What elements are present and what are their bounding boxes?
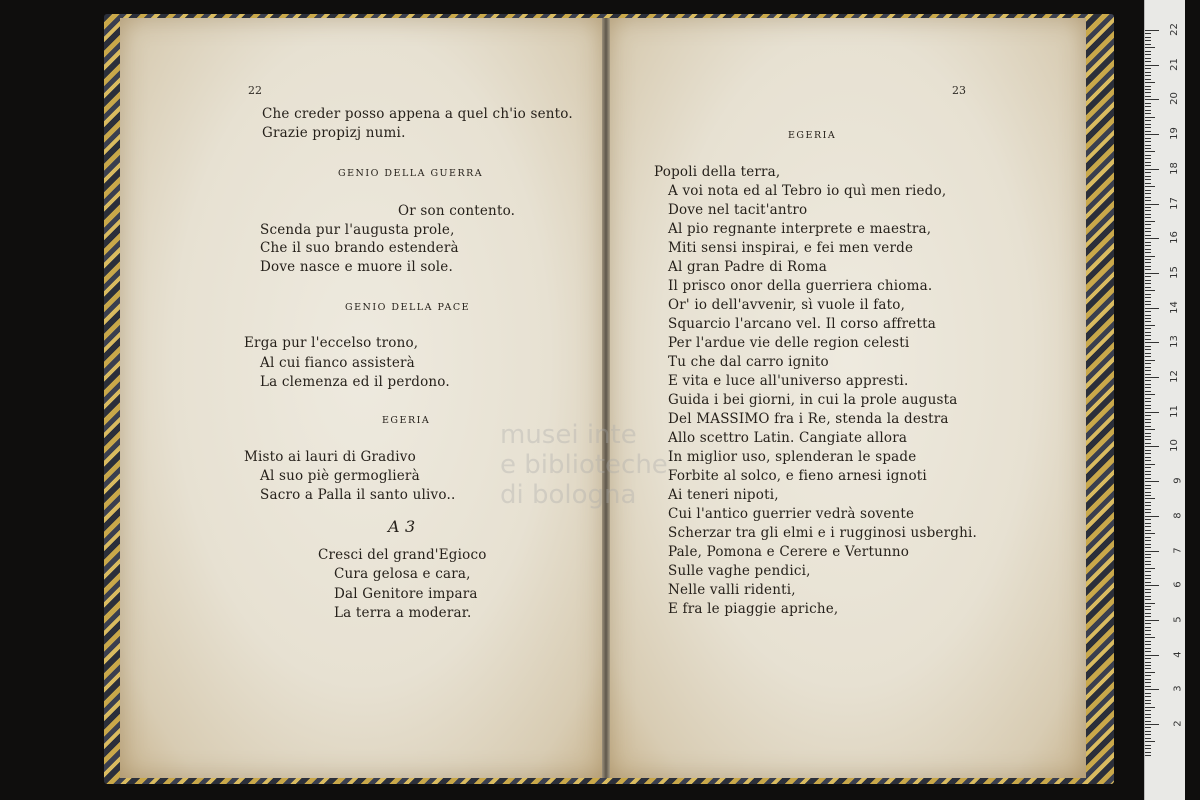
ruler-tick: [1145, 256, 1155, 257]
ruler-tick: [1145, 394, 1155, 395]
ruler-tick: [1145, 204, 1159, 205]
ruler-tick: [1145, 422, 1151, 423]
ruler-number: 10: [1169, 439, 1181, 453]
ruler-tick: [1145, 328, 1151, 329]
ruler-tick: [1145, 356, 1151, 357]
ruler-tick: [1145, 710, 1151, 711]
ruler-number: 8: [1172, 512, 1184, 519]
ruler-tick: [1145, 717, 1151, 718]
verse-line: Erga pur l'eccelso trono,: [244, 335, 419, 351]
measuring-ruler: [1144, 0, 1185, 800]
ruler-tick: [1145, 471, 1151, 472]
ruler-tick: [1145, 443, 1151, 444]
ruler-tick: [1145, 637, 1155, 638]
verse-line: Sulle vaghe pendici,: [668, 563, 811, 579]
ruler-number: 19: [1169, 127, 1181, 140]
ruler-tick: [1145, 721, 1151, 722]
verse-line: Ai teneri nipoti,: [668, 487, 779, 503]
ruler-tick: [1145, 554, 1151, 555]
ruler-tick: [1145, 367, 1151, 368]
ruler-tick: [1145, 589, 1151, 590]
ruler-tick: [1145, 37, 1151, 38]
ruler-tick: [1145, 387, 1151, 388]
ruler-tick: [1145, 419, 1151, 420]
ruler-tick: [1145, 707, 1155, 708]
ruler-tick: [1145, 696, 1151, 697]
ruler-tick: [1145, 96, 1151, 97]
verse-line: Per l'ardue vie delle region celesti: [668, 335, 910, 351]
ruler-tick: [1145, 519, 1151, 520]
ruler-tick: [1145, 401, 1151, 402]
ruler-tick: [1145, 453, 1151, 454]
ruler-tick: [1145, 79, 1151, 80]
ruler-tick: [1145, 183, 1151, 184]
ruler-number: 18: [1169, 161, 1181, 175]
verse-line: Popoli della terra,: [654, 164, 781, 180]
ruler-tick: [1145, 33, 1151, 34]
ruler-tick: [1145, 228, 1151, 229]
ruler-tick: [1145, 530, 1151, 531]
verse-line: Il prisco onor della guerriera chioma.: [668, 278, 933, 294]
ruler-tick: [1145, 51, 1151, 52]
ruler-tick: [1145, 578, 1151, 579]
verse-line: Misto ai lauri di Gradivo: [244, 449, 416, 465]
ruler-tick: [1145, 290, 1155, 291]
ruler-number: 14: [1169, 300, 1181, 314]
verse-line: Cui l'antico guerrier vedrà sovente: [668, 506, 915, 522]
ruler-tick: [1145, 224, 1151, 225]
ruler-number: 11: [1169, 404, 1181, 418]
verse-line: La terra a moderar.: [334, 605, 472, 621]
ruler-tick: [1145, 700, 1151, 701]
ruler-tick: [1145, 294, 1151, 295]
verse-line: Al cui fianco assisterà: [260, 355, 415, 371]
verse-line: Scherzar tra gli elmi e i rugginosi usberghi.: [668, 525, 978, 541]
ruler-tick: [1145, 311, 1151, 312]
ruler-tick: [1145, 134, 1159, 135]
speaker-heading: EGERIA: [788, 130, 837, 141]
ruler-tick: [1145, 349, 1151, 350]
ruler-tick: [1145, 58, 1151, 59]
ruler-tick: [1145, 374, 1151, 375]
ruler-tick: [1145, 433, 1151, 434]
ruler-number: 5: [1172, 616, 1184, 623]
verse-line: Tu che dal carro ignito: [668, 354, 829, 370]
ruler-tick: [1145, 686, 1151, 687]
ruler-tick: [1145, 110, 1151, 111]
ruler-tick: [1145, 561, 1151, 562]
ruler-tick: [1145, 752, 1151, 753]
library-watermark: [500, 420, 668, 510]
ruler-tick: [1145, 360, 1155, 361]
verse-line: Sacro a Palla il santo ulivo..: [260, 487, 456, 503]
ruler-tick: [1145, 457, 1151, 458]
ruler-tick: [1145, 308, 1159, 309]
ruler-tick: [1145, 596, 1151, 597]
ruler-tick: [1145, 370, 1151, 371]
ruler-number: 6: [1172, 581, 1184, 588]
ruler-tick: [1145, 727, 1151, 728]
ruler-tick: [1145, 380, 1151, 381]
ruler-tick: [1145, 280, 1151, 281]
ruler-tick: [1145, 540, 1151, 541]
verse-line: Al pio regnante interprete e maestra,: [668, 221, 932, 237]
ruler-tick: [1145, 242, 1151, 243]
ruler-number: 15: [1169, 266, 1181, 279]
ruler-tick: [1145, 332, 1151, 333]
ruler-tick: [1145, 165, 1151, 166]
verse-line: Al suo piè germoglierà: [260, 468, 420, 484]
ruler-tick: [1145, 54, 1151, 55]
ruler-tick: [1145, 655, 1159, 656]
verse-line: Miti sensi inspirai, e fei men verde: [668, 240, 914, 256]
ruler-tick: [1145, 724, 1159, 725]
ruler-number: 4: [1172, 650, 1184, 658]
verse-line: Grazie propizj numi.: [262, 125, 406, 141]
ruler-tick: [1145, 176, 1151, 177]
ruler-tick: [1145, 429, 1155, 430]
ruler-tick: [1145, 186, 1155, 187]
ruler-tick: [1145, 276, 1151, 277]
ruler-tick: [1145, 738, 1151, 739]
ruler-tick: [1145, 488, 1151, 489]
verse-line: Del MASSIMO fra i Re, stenda la destra: [668, 411, 949, 427]
ruler-tick: [1145, 679, 1151, 680]
ruler-tick: [1145, 571, 1151, 572]
verse-line: A voi nota ed al Tebro io quì men riedo,: [668, 183, 947, 199]
ruler-tick: [1145, 474, 1151, 475]
ruler-tick: [1145, 120, 1151, 121]
ruler-tick: [1145, 509, 1151, 510]
ruler-tick: [1145, 481, 1159, 482]
ruler-tick: [1145, 127, 1151, 128]
ruler-tick: [1145, 339, 1151, 340]
ruler-tick: [1145, 89, 1151, 90]
ruler-tick: [1145, 609, 1151, 610]
verse-line: Cura gelosa e cara,: [334, 566, 471, 582]
ruler-tick: [1145, 106, 1151, 107]
ruler-number: 3: [1172, 685, 1184, 692]
ruler-tick: [1145, 682, 1151, 683]
ruler-tick: [1145, 207, 1151, 208]
ruler-tick: [1145, 145, 1151, 146]
ruler-tick: [1145, 485, 1151, 486]
ruler-tick: [1145, 72, 1151, 73]
ruler-tick: [1145, 377, 1159, 378]
verse-line: Squarcio l'arcano vel. Il corso affretta: [668, 316, 936, 332]
ruler-tick: [1145, 613, 1151, 614]
ruler-tick: [1145, 502, 1151, 503]
ruler-tick: [1145, 169, 1159, 170]
ruler-tick: [1145, 703, 1151, 704]
ruler-tick: [1145, 741, 1155, 742]
ruler-tick: [1145, 464, 1155, 465]
verse-line: Dove nel tacit'antro: [668, 202, 808, 218]
ruler-tick: [1145, 516, 1159, 517]
ruler-tick: [1145, 436, 1151, 437]
left-page-number: 22: [248, 84, 262, 97]
ruler-tick: [1145, 217, 1151, 218]
ruler-tick: [1145, 446, 1159, 447]
ruler-tick: [1145, 200, 1151, 201]
ruler-tick: [1145, 235, 1151, 236]
ruler-tick: [1145, 492, 1151, 493]
ruler-tick: [1145, 651, 1151, 652]
right-page-number: 23: [952, 84, 966, 97]
ruler-tick: [1145, 99, 1159, 100]
verse-line: Cresci del grand'Egioco: [318, 547, 487, 563]
ruler-number: 7: [1172, 546, 1184, 554]
ruler-tick: [1145, 197, 1151, 198]
ruler-tick: [1145, 575, 1151, 576]
ruler-tick: [1145, 551, 1159, 552]
ruler-tick: [1145, 460, 1151, 461]
verse-line: Or son contento.: [398, 203, 516, 219]
ruler-tick: [1145, 245, 1151, 246]
ruler-tick: [1145, 273, 1159, 274]
ruler-tick: [1145, 585, 1159, 586]
verse-line: Dal Genitore impara: [334, 586, 478, 602]
ruler-tick: [1145, 391, 1151, 392]
ruler-tick: [1145, 714, 1151, 715]
ruler-tick: [1145, 523, 1151, 524]
ruler-tick: [1145, 252, 1151, 253]
ruler-tick: [1145, 533, 1155, 534]
ruler-number: 16: [1169, 231, 1181, 245]
ruler-tick: [1145, 231, 1151, 232]
ruler-tick: [1145, 172, 1151, 173]
ruler-tick: [1145, 426, 1151, 427]
ruler-tick: [1145, 214, 1151, 215]
ruler-tick: [1145, 450, 1151, 451]
verse-line: Pale, Pomona e Cerere e Vertunno: [668, 544, 910, 560]
verse-line: Guida i bei giorni, in cui la prole augusta: [668, 392, 958, 408]
ruler-tick: [1145, 148, 1151, 149]
ruler-tick: [1145, 346, 1151, 347]
ruler-tick: [1145, 86, 1151, 87]
ruler-tick: [1145, 287, 1151, 288]
ruler-tick: [1145, 30, 1159, 31]
verse-line: Nelle valli ridenti,: [668, 582, 796, 598]
verse-line: Or' io dell'avvenir, sì vuole il fato,: [668, 297, 906, 313]
ruler-tick: [1145, 648, 1151, 649]
ruler-tick: [1145, 249, 1151, 250]
signature-mark: A 3: [388, 517, 416, 536]
ruler-tick: [1145, 259, 1151, 260]
ruler-tick: [1145, 412, 1159, 413]
ruler-number: 17: [1169, 196, 1181, 210]
speaker-heading: GENIO DELLA PACE: [345, 302, 471, 313]
ruler-tick: [1145, 731, 1151, 732]
ruler-tick: [1145, 662, 1151, 663]
ruler-tick: [1145, 162, 1151, 163]
ruler-tick: [1145, 634, 1151, 635]
ruler-tick: [1145, 498, 1155, 499]
ruler-tick: [1145, 44, 1151, 45]
ruler-tick: [1145, 318, 1151, 319]
verse-line: In miglior uso, splenderan le spade: [668, 449, 917, 465]
ruler-tick: [1145, 439, 1151, 440]
ruler-tick: [1145, 335, 1151, 336]
ruler-tick: [1145, 592, 1151, 593]
ruler-tick: [1145, 675, 1151, 676]
ruler-tick: [1145, 158, 1151, 159]
ruler-tick: [1145, 467, 1151, 468]
ruler-tick: [1145, 155, 1151, 156]
ruler-tick: [1145, 304, 1151, 305]
ruler-number: 13: [1169, 335, 1181, 349]
ruler-tick: [1145, 495, 1151, 496]
watermark-line: di bologna: [500, 480, 637, 510]
ruler-tick: [1145, 415, 1151, 416]
ruler-tick: [1145, 297, 1151, 298]
ruler-number: 21: [1169, 57, 1181, 71]
ruler-number: 9: [1172, 477, 1184, 484]
watermark-line: e biblioteche: [500, 450, 668, 480]
speaker-heading: GENIO DELLA GUERRA: [338, 168, 484, 179]
ruler-tick: [1145, 113, 1151, 114]
ruler-tick: [1145, 606, 1151, 607]
ruler-tick: [1145, 745, 1151, 746]
verse-line: Dove nasce e muore il sole.: [260, 259, 453, 275]
ruler-tick: [1145, 620, 1159, 621]
ruler-tick: [1145, 138, 1151, 139]
ruler-tick: [1145, 325, 1155, 326]
ruler-tick: [1145, 266, 1151, 267]
ruler-tick: [1145, 405, 1151, 406]
ruler-tick: [1145, 353, 1151, 354]
ruler-tick: [1145, 512, 1151, 513]
ruler-number: 2: [1172, 720, 1184, 727]
ruler-tick: [1145, 547, 1151, 548]
ruler-tick: [1145, 363, 1151, 364]
ruler-tick: [1145, 190, 1151, 191]
ruler-tick: [1145, 755, 1151, 756]
ruler-tick: [1145, 623, 1151, 624]
speaker-heading: EGERIA: [382, 415, 431, 426]
ruler-tick: [1145, 564, 1151, 565]
ruler-tick: [1145, 408, 1151, 409]
ruler-tick: [1145, 262, 1151, 263]
ruler-tick: [1145, 748, 1151, 749]
ruler-tick: [1145, 124, 1151, 125]
ruler-tick: [1145, 668, 1151, 669]
ruler-tick: [1145, 61, 1151, 62]
ruler-tick: [1145, 603, 1155, 604]
ruler-tick: [1145, 68, 1151, 69]
ruler-tick: [1145, 92, 1151, 93]
ruler-tick: [1145, 221, 1155, 222]
ruler-tick: [1145, 301, 1151, 302]
ruler-tick: [1145, 117, 1155, 118]
verse-line: Che il suo brando estenderà: [260, 240, 459, 256]
ruler-tick: [1145, 627, 1151, 628]
ruler-tick: [1145, 321, 1151, 322]
ruler-tick: [1145, 644, 1151, 645]
verse-line: E vita e luce all'universo appresti.: [668, 373, 909, 389]
ruler-tick: [1145, 544, 1151, 545]
ruler-number: 22: [1169, 23, 1181, 36]
ruler-tick: [1145, 665, 1151, 666]
book-gutter: [602, 18, 610, 778]
watermark-line: musei inte: [500, 420, 637, 450]
ruler-tick: [1145, 103, 1151, 104]
ruler-tick: [1145, 269, 1151, 270]
verse-line: Al gran Padre di Roma: [668, 259, 827, 275]
ruler-tick: [1145, 193, 1151, 194]
ruler-tick: [1145, 630, 1151, 631]
ruler-tick: [1145, 689, 1159, 690]
verse-line: E fra le piaggie apriche,: [668, 601, 839, 617]
ruler-tick: [1145, 537, 1151, 538]
ruler-tick: [1145, 557, 1151, 558]
ruler-tick: [1145, 568, 1155, 569]
ruler-tick: [1145, 283, 1151, 284]
ruler-tick: [1145, 315, 1151, 316]
ruler-tick: [1145, 75, 1151, 76]
ruler-tick: [1145, 505, 1151, 506]
ruler-tick: [1145, 141, 1151, 142]
ruler-tick: [1145, 599, 1151, 600]
verse-line: La clemenza ed il perdono.: [260, 374, 450, 390]
ruler-tick: [1145, 179, 1151, 180]
ruler-tick: [1145, 641, 1151, 642]
ruler-tick: [1145, 210, 1151, 211]
ruler-tick: [1145, 82, 1155, 83]
ruler-tick: [1145, 526, 1151, 527]
ruler-tick: [1145, 40, 1151, 41]
ruler-tick: [1145, 151, 1155, 152]
verse-line: Che creder posso appena a quel ch'io sento.: [262, 106, 573, 122]
ruler-tick: [1145, 384, 1151, 385]
ruler-tick: [1145, 238, 1159, 239]
verse-line: Allo scettro Latin. Cangiate allora: [668, 430, 908, 446]
ruler-tick: [1145, 65, 1159, 66]
ruler-tick: [1145, 47, 1155, 48]
ruler-tick: [1145, 672, 1155, 673]
ruler-tick: [1145, 478, 1151, 479]
ruler-tick: [1145, 616, 1151, 617]
ruler-tick: [1145, 582, 1151, 583]
ruler-tick: [1145, 398, 1151, 399]
ruler-tick: [1145, 131, 1151, 132]
ruler-tick: [1145, 658, 1151, 659]
verse-line: Forbite al solco, e fieno arnesi ignoti: [668, 468, 927, 484]
ruler-number: 20: [1169, 92, 1181, 106]
ruler-tick: [1145, 734, 1151, 735]
ruler-number: 12: [1169, 370, 1181, 383]
ruler-tick: [1145, 693, 1151, 694]
verse-line: Scenda pur l'augusta prole,: [260, 222, 455, 238]
ruler-tick: [1145, 342, 1159, 343]
